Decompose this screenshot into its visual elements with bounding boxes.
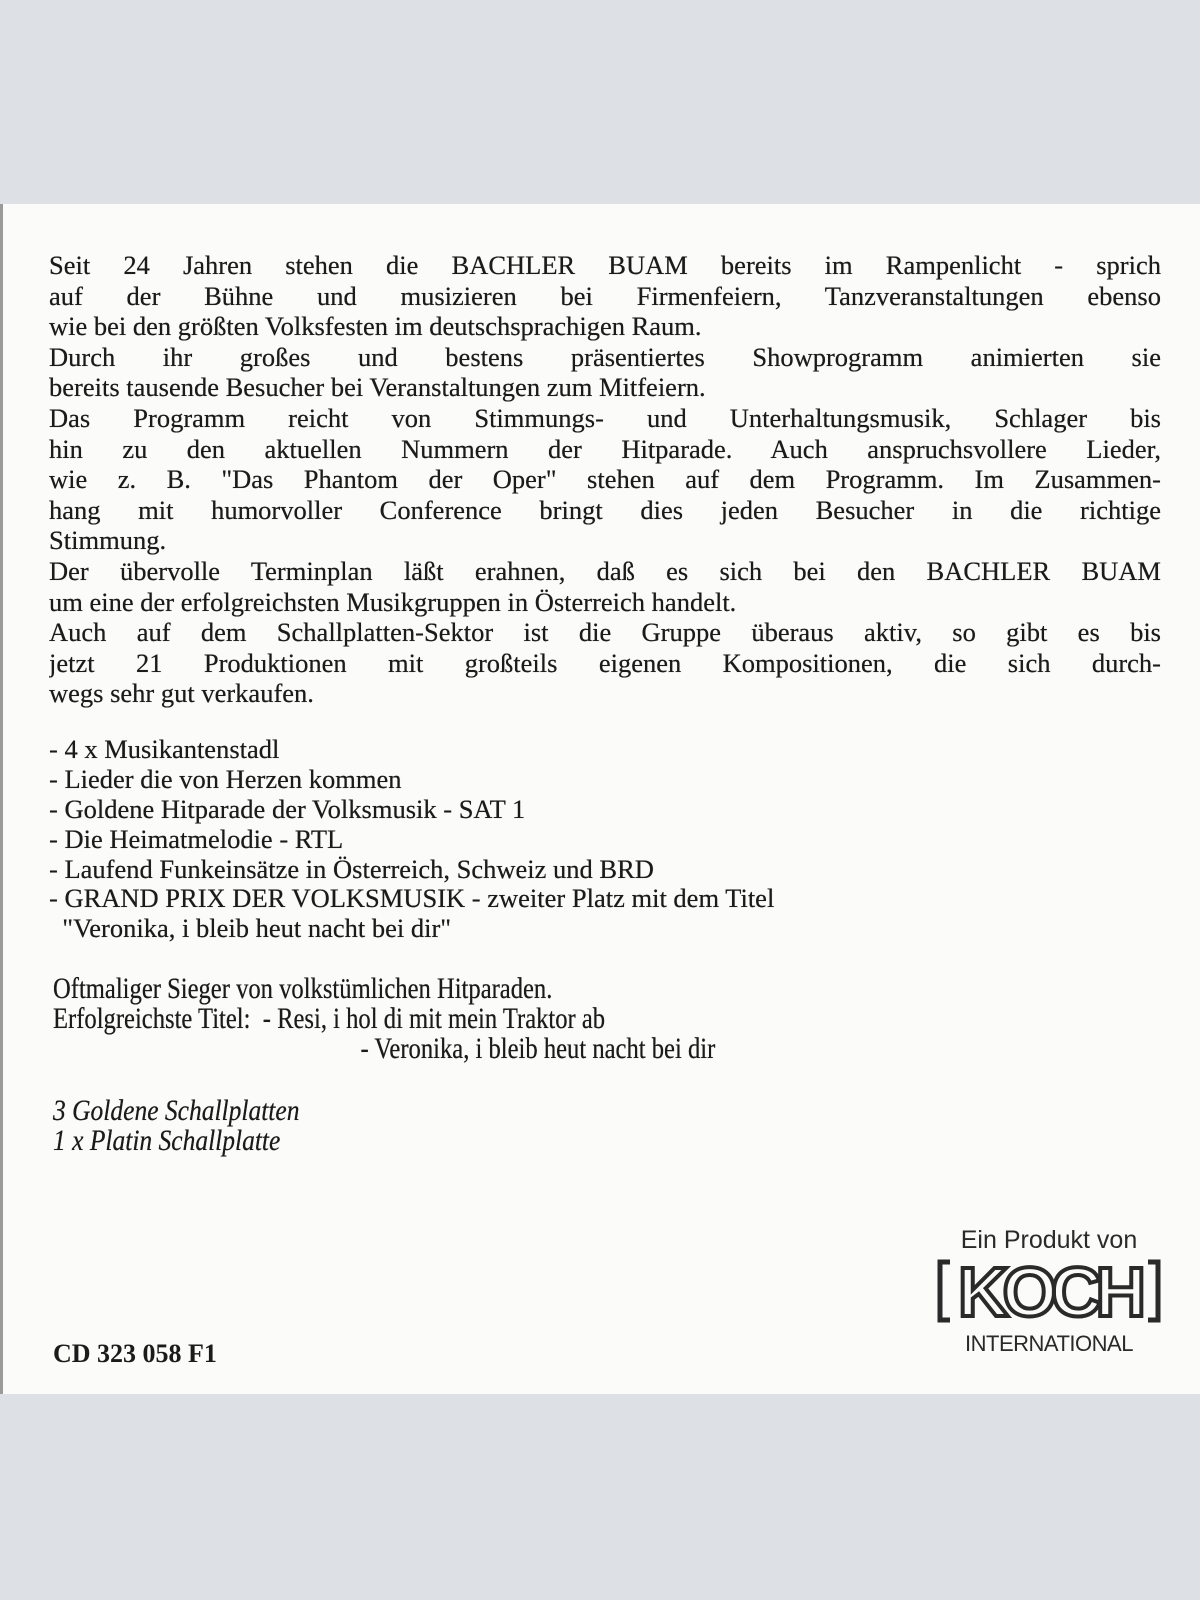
- text-line: jetzt 21 Produktionen mit großteils eigenen Kompositionen, die sich durch-: [49, 647, 1161, 678]
- text-line: Seit 24 Jahren stehen die BACHLER BUAM bereits im Rampenlicht - sprich: [49, 250, 1161, 280]
- intro-text: [49, 250, 1161, 709]
- text-line: hin zu den aktuellen Nummern der Hitparade. Auch anspruchsvollere Lieder,: [49, 433, 1161, 464]
- list-item: - Laufend Funkeinsätze in Österreich, Schweiz und BRD: [49, 853, 654, 884]
- awards-section: [53, 1096, 299, 1156]
- text-line: Der übervolle Terminplan läßt erahnen, daß es sich bei den BACHLER BUAM: [49, 555, 1161, 586]
- text-line: Das Programm reicht von Stimmungs- und Unterhaltungsmusik, Schlager bis: [49, 402, 1161, 433]
- text-line: hang mit humorvoller Conference bringt dies jeden Besucher in die richtige: [49, 494, 1161, 525]
- koch-brand: [936, 1224, 1162, 1357]
- text-line: wie bei den größten Volksfesten im deutschsprachigen Raum.: [49, 311, 702, 342]
- list-item: "Veronika, i bleib heut nacht bei dir": [49, 913, 452, 944]
- text-line: auf der Bühne und musizieren bei Firmenfeiern, Tanzveranstaltungen ebenso: [49, 280, 1161, 311]
- appearances-list: [49, 735, 1161, 944]
- list-item: - 4 x Musikantenstadl: [49, 734, 280, 764]
- text-line: um eine der erfolgreichsten Musikgruppen in Österreich handelt.: [49, 586, 737, 617]
- text-line: Stimmung.: [49, 525, 167, 556]
- success-section: [53, 974, 715, 1064]
- text-line: Durch ihr großes und bestens präsentiertes Showprogramm animierten sie: [49, 341, 1161, 372]
- award-item: 1 x Platin Schallplatte: [53, 1124, 281, 1157]
- list-item: - Lieder die von Herzen kommen: [49, 763, 402, 794]
- award-item: 3 Goldene Schallplatten: [53, 1094, 300, 1127]
- text-line: wegs sehr gut verkaufen.: [49, 678, 314, 709]
- list-item: - GRAND PRIX DER VOLKSMUSIK - zweiter Platz mit dem Titel: [49, 883, 775, 914]
- text-line: wie z. B. "Das Phantom der Oper" stehen auf dem Programm. Im Zusammen-: [49, 464, 1161, 495]
- text-line: Auch auf dem Schallplatten-Sektor ist die Gruppe überaus aktiv, so gibt es bis: [49, 617, 1161, 648]
- koch-logo: [936, 1256, 1162, 1326]
- svg-text:KOCH: KOCH: [957, 1256, 1141, 1326]
- text-line: bereits tausende Besucher bei Veranstaltungen zum Mitfeiern.: [49, 372, 706, 403]
- success-line: - Veronika, i bleib heut nacht bei dir: [360, 1032, 716, 1065]
- success-line: Erfolgreichste Titel: - Resi, i hol di mit mein Traktor ab: [53, 1002, 606, 1035]
- brand-tagline: Ein Produkt von: [960, 1226, 1138, 1254]
- catalog-number: CD 323 058 F1: [53, 1339, 217, 1368]
- success-line: Oftmaliger Sieger von volkstümlichen Hitparaden.: [53, 972, 553, 1005]
- list-item: - Die Heimatmelodie - RTL: [49, 823, 344, 854]
- list-item: - Goldene Hitparade der Volksmusik - SAT 1: [49, 793, 526, 824]
- brand-subtitle: INTERNATIONAL: [965, 1331, 1133, 1356]
